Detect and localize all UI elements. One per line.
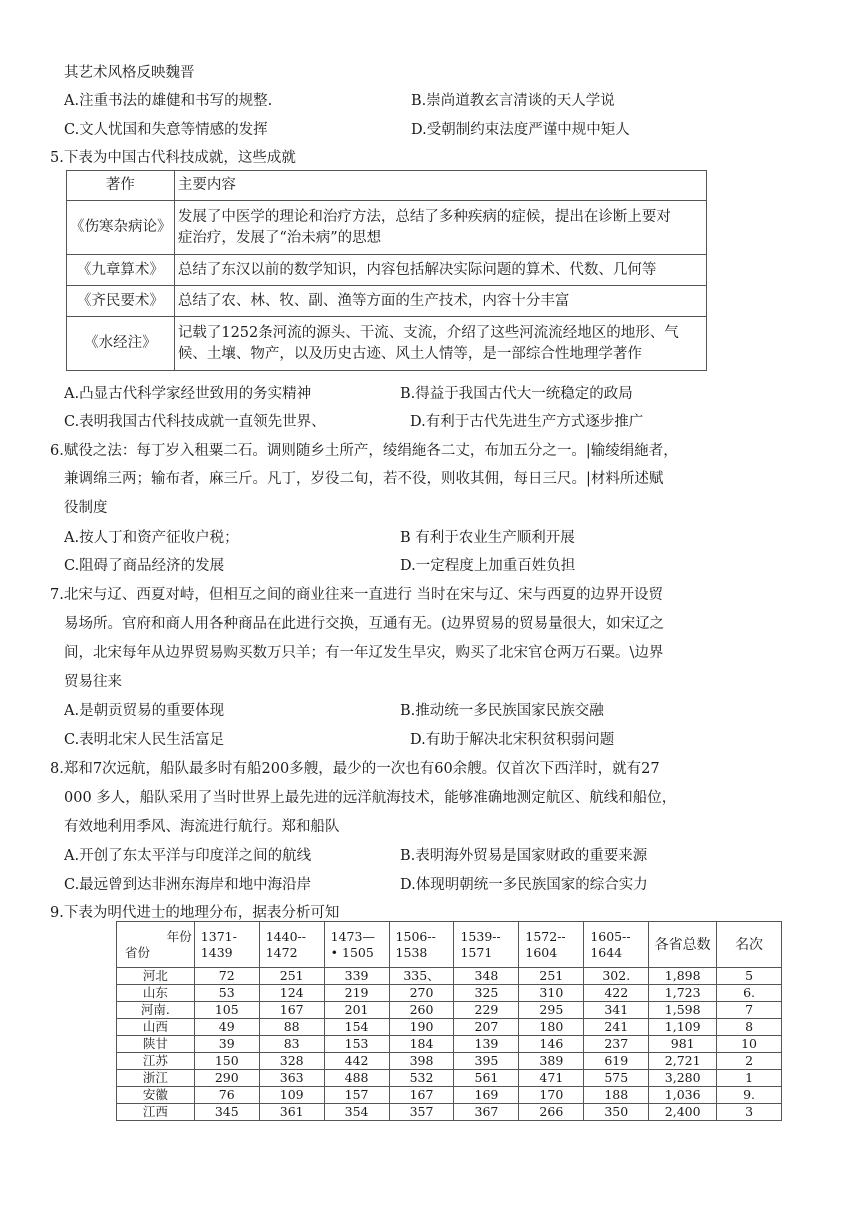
q5-option-a: A.凸显古代科学家经世致用的务实精神 (64, 386, 312, 402)
q9-value-cell: 88 (259, 1019, 324, 1036)
table-row (67, 201, 707, 255)
q9-province-cell: 山西 (117, 1019, 195, 1036)
q6-stem-line: 役制度 (64, 500, 108, 516)
q9-value-cell: 395 (454, 1053, 519, 1070)
q6-option-c: C.阻碍了商品经济的发展 (64, 558, 225, 574)
q5-content-line: 症治疗，发展了“治未病”的思想 (177, 229, 382, 246)
q9-value-cell: 139 (454, 1036, 519, 1053)
q9-value-cell: 124 (259, 985, 324, 1002)
q9-value-cell: 251 (259, 968, 324, 985)
q8-stem-line: 有效地利用季风、海流进行航行。郑和船队 (64, 819, 340, 835)
q7-option-c: C.表明北宋人民生活富足 (64, 732, 225, 748)
q9-value-cell: 237 (584, 1036, 649, 1053)
table-row (117, 1036, 782, 1053)
q9-value-cell: 39 (194, 1036, 259, 1053)
table-row (117, 968, 782, 985)
q4-stem-tail: 其艺术风格反映魏晋 (64, 65, 195, 81)
q9-total-cell: 2,400 (649, 1104, 717, 1121)
q5-table (66, 170, 707, 371)
q9-period-start: 1371- (200, 928, 237, 944)
q6-stem-line: 兼调绵三两；输布者，麻三斤。凡丁，岁役二旬，若不役，则收其佣，每日三尺。|材料所述赋 (64, 471, 664, 487)
q9-value-cell: 389 (519, 1053, 584, 1070)
q5-table-header-row (67, 171, 707, 201)
q9-total-cell: 981 (649, 1036, 717, 1053)
q7-stem-line: 间，北宋每年从边界贸易购买数万只羊；有一年辽发生旱灾，购买了北宋官仓两万石粟。\边界 (64, 645, 664, 661)
q9-value-cell: 260 (389, 1002, 454, 1019)
q9-value-cell: 167 (389, 1087, 454, 1104)
q9-period-start: 1572-- (525, 928, 566, 944)
q9-table-body (117, 968, 782, 1121)
q9-value-cell: 105 (194, 1002, 259, 1019)
q9-value-cell: 188 (584, 1087, 649, 1104)
q9-rank-cell: 1 (717, 1070, 782, 1087)
table-row (117, 1002, 782, 1019)
q9-value-cell: 154 (324, 1019, 389, 1036)
q9-value-cell: 295 (519, 1002, 584, 1019)
q7-stem-line: 7.北宋与辽、西夏对峙，但相互之间的商业往来一直进行 当时在宋与辽、宋与西夏的边界开设贸 (50, 587, 663, 603)
q9-value-cell: 532 (389, 1070, 454, 1087)
q9-value-cell: 251 (519, 968, 584, 985)
q5-work-name: 《齐民要术》 (67, 286, 175, 317)
q9-value-cell: 348 (454, 968, 519, 985)
q9-province-cell: 江西 (117, 1104, 195, 1121)
q9-rank-cell: 8 (717, 1019, 782, 1036)
q9-value-cell: 180 (519, 1019, 584, 1036)
q9-period-end: 1538 (395, 944, 428, 960)
q9-province-cell: 河南. (117, 1002, 195, 1019)
q5-work-content: 总结了东汉以前的数学知识，内容包括解决实际问题的算术、代数、几何等 (174, 255, 706, 286)
q5-work-name: 《伤寒杂病论》 (67, 201, 175, 255)
q9-value-cell: 350 (584, 1104, 649, 1121)
table-row (117, 1019, 782, 1036)
q9-value-cell: 184 (389, 1036, 454, 1053)
q9-period-end: 1644 (590, 944, 623, 960)
q5-option-b: B.得益于我国古代大一统稳定的政局 (400, 386, 633, 402)
q9-rank-cell: 9. (717, 1087, 782, 1104)
q9-value-cell: 201 (324, 1002, 389, 1019)
q5-work-name: 《水经注》 (67, 317, 175, 371)
table-row (67, 286, 707, 317)
q9-value-cell: 170 (519, 1087, 584, 1104)
q9-province-cell: 安徽 (117, 1087, 195, 1104)
q9-corner-header (117, 922, 195, 968)
q9-value-cell: 207 (454, 1019, 519, 1036)
q5-work-content: 总结了农、林、牧、副、渔等方面的生产技术，内容十分丰富 (174, 286, 706, 317)
q9-period-start: 1605-- (590, 928, 631, 944)
q9-province-cell: 河北 (117, 968, 195, 985)
q5-work-content (174, 317, 706, 371)
q9-period-end: • 1505 (330, 944, 374, 960)
q8-option-a: A.开创了东太平洋与印度洋之间的航线 (64, 848, 312, 864)
q9-total-cell: 1,723 (649, 985, 717, 1002)
q9-value-cell: 398 (389, 1053, 454, 1070)
q9-value-cell: 422 (584, 985, 649, 1002)
q9-province-cell: 浙江 (117, 1070, 195, 1087)
table-row (117, 1104, 782, 1121)
q9-value-cell: 339 (324, 968, 389, 985)
q9-rank-cell: 2 (717, 1053, 782, 1070)
q9-total-header: 各省总数 (649, 922, 717, 968)
q5-work-content (174, 201, 706, 255)
q9-period-start: 1473— (330, 928, 375, 944)
q9-value-cell: 290 (194, 1070, 259, 1087)
q6-option-a: A.按人丁和资产征收户税； (64, 530, 239, 546)
q4-option-c: C.文人忧国和失意等情感的发挥 (64, 122, 268, 138)
q9-value-cell: 153 (324, 1036, 389, 1053)
q5-content-line: 发展了中医学的理论和治疗方法，总结了多种疾病的症候，提出在诊断上要对 (177, 208, 671, 225)
q9-corner-province: 省份 (125, 944, 151, 960)
table-row (117, 985, 782, 1002)
q9-value-cell: 442 (324, 1053, 389, 1070)
q9-province-cell: 江苏 (117, 1053, 195, 1070)
q9-period-header (194, 922, 259, 968)
q9-value-cell: 341 (584, 1002, 649, 1019)
q9-value-cell: 354 (324, 1104, 389, 1121)
q9-value-cell: 471 (519, 1070, 584, 1087)
q5-header-work: 著作 (67, 171, 175, 201)
q9-value-cell: 190 (389, 1019, 454, 1036)
q9-total-cell: 1,036 (649, 1087, 717, 1104)
q9-value-cell: 266 (519, 1104, 584, 1121)
q9-value-cell: 357 (389, 1104, 454, 1121)
q8-option-c: C.最远曾到达非洲东海岸和地中海沿岸 (64, 877, 312, 893)
q9-value-cell: 367 (454, 1104, 519, 1121)
q9-rank-cell: 7 (717, 1002, 782, 1019)
q9-period-end: 1571 (460, 944, 493, 960)
q6-option-b: B 有利于农业生产顺利开展 (400, 530, 575, 546)
q9-value-cell: 157 (324, 1087, 389, 1104)
q9-total-cell: 3,280 (649, 1070, 717, 1087)
q9-period-end: 1472 (265, 944, 298, 960)
q9-value-cell: 561 (454, 1070, 519, 1087)
q9-value-cell: 241 (584, 1019, 649, 1036)
q5-content-line: 记载了1252条河流的源头、干流、支流，介绍了这些河流流经地区的地形、气 (177, 324, 679, 341)
q9-value-cell: 361 (259, 1104, 324, 1121)
q9-province-cell: 陕甘 (117, 1036, 195, 1053)
q9-rank-cell: 6. (717, 985, 782, 1002)
q5-option-d: D.有利于古代先进生产方式逐步推广 (410, 414, 644, 430)
q9-value-cell: 53 (194, 985, 259, 1002)
q9-value-cell: 363 (259, 1070, 324, 1087)
q9-period-end: 1604 (525, 944, 558, 960)
q8-option-b: B.表明海外贸易是国家财政的重要来源 (400, 848, 648, 864)
q9-period-header (584, 922, 649, 968)
q9-total-cell: 1,598 (649, 1002, 717, 1019)
q7-option-b: B.推动统一多民族国家民族交融 (400, 703, 604, 719)
q9-value-cell: 325 (454, 985, 519, 1002)
q6-stem-line: 6.赋役之法：每丁岁入租粟二石。调则随乡土所产，绫绢絁各二丈，布加五分之一。|输绫绢絁者， (50, 443, 678, 459)
q5-stem: 5.下表为中国古代科技成就，这些成就 (50, 150, 296, 166)
q9-value-cell: 270 (389, 985, 454, 1002)
table-row (67, 317, 707, 371)
q5-option-c: C.表明我国古代科技成就一直领先世界、 (64, 414, 326, 430)
q9-period-start: 1440-- (265, 928, 306, 944)
q9-value-cell: 49 (194, 1019, 259, 1036)
table-row (117, 1070, 782, 1087)
q9-value-cell: 72 (194, 968, 259, 985)
q9-corner-year: 年份 (166, 928, 192, 944)
q9-total-cell: 1,109 (649, 1019, 717, 1036)
q9-total-cell: 2,721 (649, 1053, 717, 1070)
q9-period-header (389, 922, 454, 968)
q9-stem: 9.下表为明代进士的地理分布，据表分析可知 (50, 905, 340, 921)
q9-value-cell: 150 (194, 1053, 259, 1070)
q9-period-header (454, 922, 519, 968)
q9-province-cell: 山东 (117, 985, 195, 1002)
q9-value-cell: 219 (324, 985, 389, 1002)
q8-stem-line: 8.郑和7次远航，船队最多时有船200多艘，最少的一次也有60余艘。仅首次下西洋时，就有27 (50, 761, 660, 777)
q9-value-cell: 310 (519, 985, 584, 1002)
q9-table (116, 921, 782, 1121)
q9-rank-cell: 5 (717, 968, 782, 985)
q9-value-cell: 169 (454, 1087, 519, 1104)
table-row (67, 255, 707, 286)
q9-value-cell: 575 (584, 1070, 649, 1087)
q9-value-cell: 167 (259, 1002, 324, 1019)
q9-value-cell: 229 (454, 1002, 519, 1019)
table-row (117, 1087, 782, 1104)
q9-period-header (519, 922, 584, 968)
q9-period-header (259, 922, 324, 968)
q9-value-cell: 328 (259, 1053, 324, 1070)
q9-table-header-row (117, 922, 782, 968)
q7-stem-line: 易场所。官府和商人用各种商品在此进行交换，互通有无。(边界贸易的贸易量很大，如宋辽之 (64, 616, 665, 632)
q9-value-cell: 109 (259, 1087, 324, 1104)
q9-value-cell: 619 (584, 1053, 649, 1070)
q7-stem-line: 贸易往来 (64, 674, 122, 690)
table-row (117, 1053, 782, 1070)
q4-option-a: A.注重书法的雄健和书写的规整. (64, 93, 273, 109)
q7-option-d: D.有助于解决北宋积贫积弱问题 (410, 732, 615, 748)
q5-header-content: 主要内容 (174, 171, 706, 201)
q6-option-d: D.一定程度上加重百姓负担 (400, 558, 576, 574)
q4-option-d: D.受朝制约束法度严谨中规中矩人 (411, 122, 630, 138)
q9-rank-cell: 3 (717, 1104, 782, 1121)
q9-value-cell: 76 (194, 1087, 259, 1104)
q5-work-name: 《九章算术》 (67, 255, 175, 286)
q9-rank-cell: 10 (717, 1036, 782, 1053)
q9-value-cell: 146 (519, 1036, 584, 1053)
q9-value-cell: 345 (194, 1104, 259, 1121)
q7-option-a: A.是朝贡贸易的重要体现 (64, 703, 225, 719)
q9-total-cell: 1,898 (649, 968, 717, 985)
q9-value-cell: 83 (259, 1036, 324, 1053)
q9-period-start: 1506-- (395, 928, 436, 944)
q5-content-line: 候、土壤、物产，以及历史古迹、风土人情等，是一部综合性地理学著作 (177, 345, 642, 362)
q8-stem-line: 000 多人，船队采用了当时世界上最先进的远洋航海技术，能够准确地测定航区、航线和船位， (64, 790, 677, 806)
q9-period-start: 1539-- (460, 928, 501, 944)
q8-option-d: D.体现明朝统一多民族国家的综合实力 (400, 877, 648, 893)
q9-period-header (324, 922, 389, 968)
q9-value-cell: 335、 (389, 968, 454, 985)
q9-value-cell: 302. (584, 968, 649, 985)
q4-option-b: B.崇尚道教玄言清谈的天人学说 (411, 93, 615, 109)
q9-value-cell: 488 (324, 1070, 389, 1087)
q9-period-end: 1439 (200, 944, 233, 960)
q9-rank-header: 名次 (717, 922, 782, 968)
